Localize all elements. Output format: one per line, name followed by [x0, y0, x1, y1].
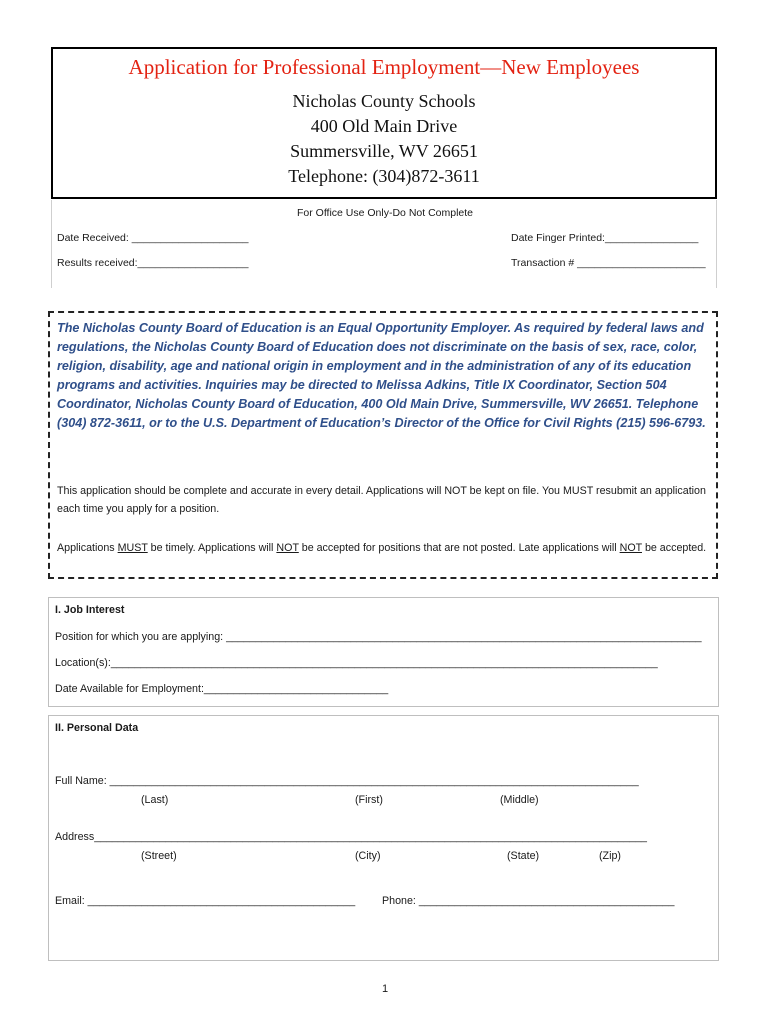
- eeo-statement: The Nicholas County Board of Education is an Equal Opportunity Employer. As required by federal laws and regulations, the Nicholas County Board of Education does not discriminate on the basis of sex, race, color, religion, disability, age and national origin in employment and in the administration of any of its education programs and activities. Inquiries may be directed to Melissa Adkins, Title IX Coordinator, Section 504 Coordinator, Nicholas County Board of Education, 400 Old Main Drive, Summersville, WV 26651. Telephone (304) 872-3611, or to the U.S. Department of Education’s Director of the Office for Civil Rights (215) 596-6793.: [57, 321, 706, 430]
- first-label: (First): [355, 794, 383, 806]
- address-field[interactable]: Address_____________________________________________________________________________________________: [55, 831, 647, 843]
- results-received-field: Results received:___________________: [57, 257, 249, 269]
- org-phone: Telephone: (304)872-3611: [288, 166, 480, 186]
- personal-data-title: II. Personal Data: [55, 722, 139, 734]
- transaction-field: Transaction # ______________________: [511, 257, 706, 269]
- page-number: 1: [381, 983, 389, 995]
- timeliness-notice: Applications MUST be timely. Applications will NOT be accepted for positions that are not posted. Late applications will NOT be accepted.: [57, 542, 707, 554]
- last-label: (Last): [141, 794, 169, 806]
- job-interest-title: I. Job Interest: [55, 604, 125, 616]
- state-label: (State): [507, 850, 540, 862]
- phone-field[interactable]: Phone: ___________________________________________: [382, 895, 675, 907]
- date-available-field[interactable]: Date Available for Employment:_______________________________: [55, 683, 389, 695]
- city-label: (City): [355, 850, 381, 862]
- org-name: Nicholas County Schools: [292, 91, 476, 111]
- letterhead-box: [51, 47, 717, 199]
- completeness-notice: This application should be complete and accurate in every detail. Applications will NOT be kept on file. You MUST resubmit an application each time you apply for a position.: [57, 485, 706, 515]
- job-interest-section: [48, 597, 719, 707]
- full-name-field[interactable]: Full Name: _________________________________________________________________________________________: [55, 775, 639, 787]
- form-title: Application for Professional Employment—New Employees: [128, 55, 640, 79]
- notice-box: [48, 311, 718, 579]
- org-street: 400 Old Main Drive: [310, 116, 458, 136]
- middle-label: (Middle): [500, 794, 539, 806]
- street-label: (Street): [141, 850, 177, 862]
- email-field[interactable]: Email: _____________________________________________: [55, 895, 356, 907]
- office-use-heading: For Office Use Only-Do Not Complete: [296, 207, 474, 219]
- position-field[interactable]: Position for which you are applying: ________________________________________________________________________________: [55, 631, 702, 643]
- date-received-field: Date Received: ____________________: [57, 232, 249, 244]
- org-city: Summersville, WV 26651: [290, 141, 478, 161]
- date-finger-printed-field: Date Finger Printed:________________: [511, 232, 699, 244]
- personal-data-section: [48, 715, 719, 961]
- locations-field[interactable]: Location(s):____________________________________________________________________________________________: [55, 657, 658, 669]
- zip-label: (Zip): [599, 850, 621, 862]
